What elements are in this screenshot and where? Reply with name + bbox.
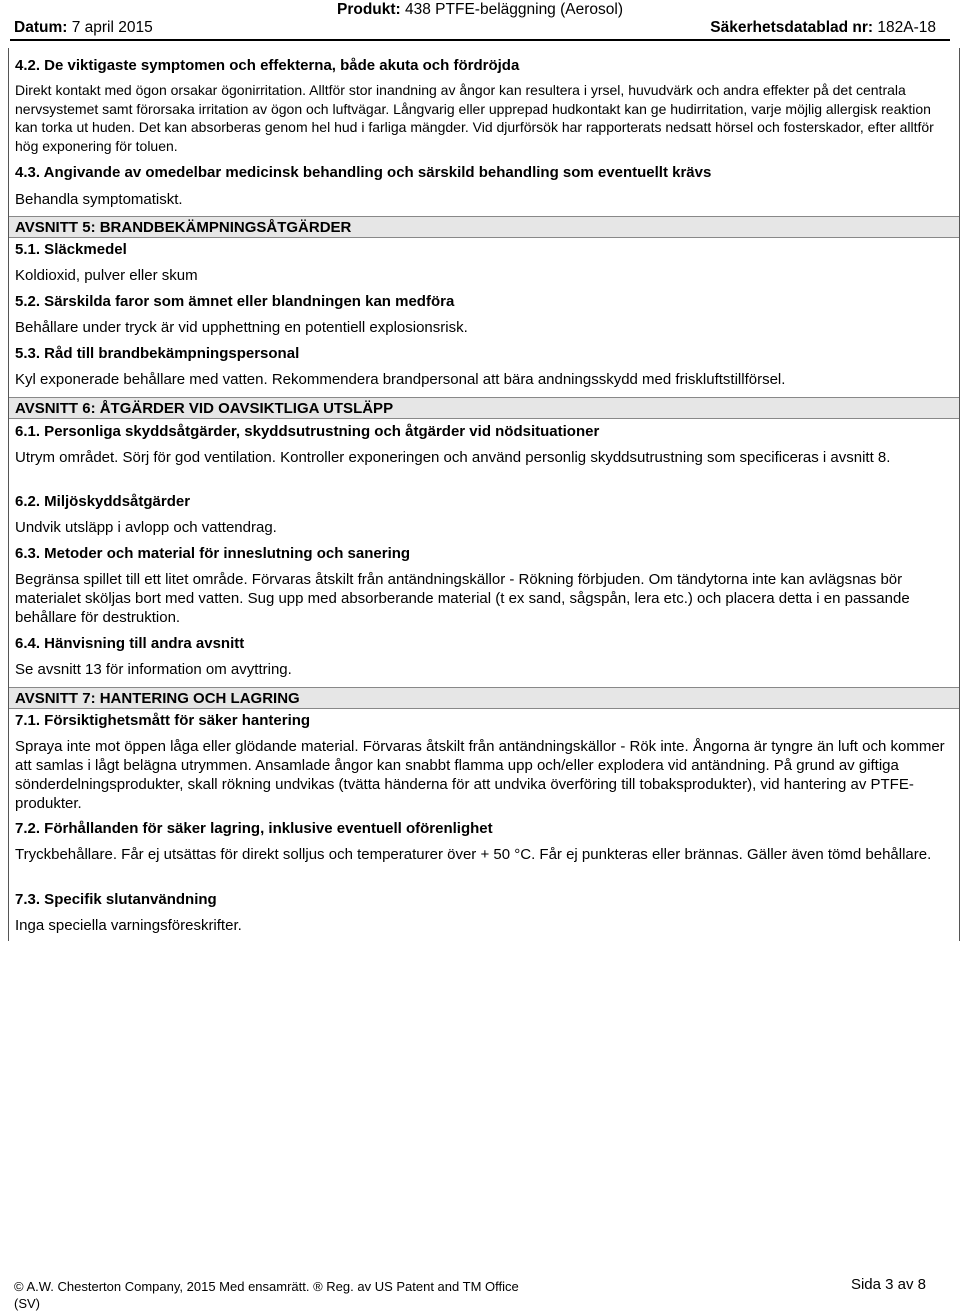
section-6-4-title: 6.4. Hänvisning till andra avsnitt (15, 635, 245, 652)
document-body (8, 48, 960, 941)
page-header (10, 0, 950, 42)
section-5-1-title: 5.1. Släckmedel (15, 241, 127, 258)
section-6-4-text: Se avsnitt 13 för information om avyttring. (15, 661, 292, 678)
section-4-3-text: Behandla symptomatiskt. (15, 191, 183, 208)
product-label: Produkt: (336, 1, 401, 18)
section-6-2-title: 6.2. Miljöskyddsåtgärder (15, 493, 191, 510)
sds-value: 182A-18 (877, 19, 936, 36)
section-4-2-title: 4.2. De viktigaste symptomen och effekterna, både akuta och fördröjda (15, 57, 520, 74)
section-5-2-text: Behållare under tryck är vid upphettning en potentiell explosionsrisk. (15, 319, 468, 336)
section-5-heading: AVSNITT 5: BRANDBEKÄMPNINGSÅTGÄRDER (9, 216, 959, 238)
section-7-3-text: Inga speciella varningsföreskrifter. (15, 917, 242, 934)
section-4-2-text: Direkt kontakt med ögon orsakar ögonirritation. Alltför stor inandning av ångor kan resultera i yrsel, huvudvärk och andra effekter på det centrala nervsystemet samt förorsaka irritation av ögon och luftvägar. Långvarig eller upprepad hudkontakt kan ge hudirritation, varje möjlig allergisk reaktion kan torka ut huden. Det kan absorberas genom hel hud i farliga mängder. Vid djurförsök har rapporterats nedsatt hörsel och fosterskador, efter alltför hög exponering för toluen. (15, 82, 934, 154)
product-value: 438 PTFE-beläggning (Aerosol) (405, 1, 623, 18)
section-5-3-text: Kyl exponerade behållare med vatten. Rekommendera brandpersonal att bära andningsskydd med friskluftstillförsel. (15, 371, 786, 388)
copyright-notice: © A.W. Chesterton Company, 2015 Med ensamrätt. ® Reg. av US Patent and TM Office (14, 1279, 519, 1294)
section-7-1-text: Spraya inte mot öppen låga eller glödande material. Förvaras åtskilt från antändningskällor - Rök inte. Ångorna är tyngre än luft och kommer att samlas i lågt belägna utrymmen. Ansamlade ångor kan snabbt flamma upp och/eller explodera vid antändning. På grund av giftiga sönderdelningsprodukter, skall rökning undvikas (tvätta händerna för att undvika överföring till tobaksprodukter), vid hantering av PTFE-produkter. (15, 738, 945, 812)
section-5-2-title: 5.2. Särskilda faror som ämnet eller blandningen kan medföra (15, 293, 455, 310)
product-line (10, 1, 950, 19)
section-6-1-text: Utrym området. Sörj för god ventilation. Kontroller exponeringen och använd personlig skyddsutrustning som specificeras i avsnitt 8. (15, 449, 891, 466)
section-7-2-text: Tryckbehållare. Får ej utsättas för direkt solljus och temperaturer över + 50 °C. Får ej punkteras eller brännas. Gäller även tömd behållare. (15, 846, 932, 863)
section-6-1-title: 6.1. Personliga skyddsåtgärder, skyddsutrustning och åtgärder vid nödsituationer (15, 423, 600, 440)
section-7-3-title: 7.3. Specifik slutanvändning (15, 891, 217, 908)
header-rule (10, 39, 950, 41)
section-5-1-text: Koldioxid, pulver eller skum (15, 267, 198, 284)
section-7-2-title: 7.2. Förhållanden för säker lagring, inklusive eventuell oförenlighet (15, 820, 493, 837)
date-value: 7 april 2015 (71, 19, 153, 36)
section-7-heading: AVSNITT 7: HANTERING OCH LAGRING (9, 687, 959, 709)
date-line (14, 19, 153, 37)
page-number: Sida 3 av 8 (850, 1276, 926, 1293)
language-code: (SV) (14, 1296, 40, 1311)
section-6-heading: AVSNITT 6: ÅTGÄRDER VID OAVSIKTLIGA UTSLÄPP (9, 397, 959, 419)
section-5-3-title: 5.3. Råd till brandbekämpningspersonal (15, 345, 300, 362)
sds-number-line (710, 19, 936, 37)
section-7-1-title: 7.1. Försiktighetsmått för säker hantering (15, 712, 311, 729)
section-6-3-text: Begränsa spillet till ett litet område. Förvaras åtskilt från antändningskällor - Rökning förbjuden. Om tändytorna inte kan avlägsnas bör materialet sköljas bort med vatten. Sug upp med absorberande material (t ex sand, sågspån, lera etc.) och placera detta i en passande behållare för destruktion. (15, 571, 910, 626)
sds-label: Säkerhetsdatablad nr: (710, 19, 874, 36)
section-6-3-title: 6.3. Metoder och material för inneslutning och sanering (15, 545, 411, 562)
section-6-2-text: Undvik utsläpp i avlopp och vattendrag. (15, 519, 277, 536)
section-4-3-title: 4.3. Angivande av omedelbar medicinsk behandling och särskild behandling som eventuellt krävs (15, 164, 712, 181)
date-label: Datum: (14, 19, 68, 36)
